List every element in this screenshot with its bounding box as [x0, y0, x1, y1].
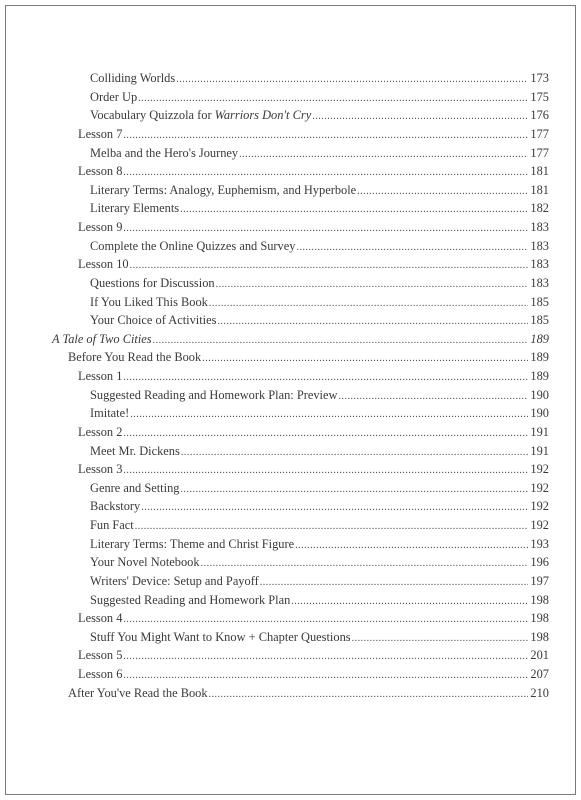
toc-entry [0, 199, 549, 218]
toc-entry-page-number: 173 [530, 71, 549, 85]
toc-entry [0, 572, 549, 591]
toc-entry-title: Lesson 2 [78, 424, 123, 439]
toc-entry [0, 646, 549, 665]
toc-entry [0, 106, 549, 125]
toc-entry-title: Before You Read the Book [68, 350, 202, 365]
toc-entry-page-number: 183 [530, 220, 549, 234]
toc-entry-page-number: 192 [530, 518, 549, 532]
toc-entry-title: Lesson 8 [78, 164, 123, 179]
toc-entry-title: Lesson 10 [78, 257, 129, 272]
toc-entry-title: Lesson 6 [78, 667, 123, 681]
toc-entry [0, 423, 549, 442]
toc-entry [0, 442, 549, 461]
toc-entry-title: Colliding Worlds [90, 71, 176, 85]
toc-entry-page-number: 183 [530, 275, 549, 290]
toc-entry [0, 479, 549, 498]
toc-entry-page-number: 191 [530, 443, 549, 458]
toc-entry [0, 367, 549, 386]
toc-entry-title: Meet Mr. Dickens [90, 443, 180, 458]
toc-entry-page-number: 197 [530, 573, 549, 588]
toc-entry-title: After You've Read the Book [68, 685, 208, 700]
toc-entry [0, 665, 549, 684]
toc-entry-title: Lesson 7 [78, 126, 123, 141]
toc-entry-page-number: 198 [530, 629, 549, 644]
toc-entry-title: Lesson 9 [78, 220, 123, 234]
toc-entry-title: Literary Terms: Analogy, Euphemism, and Hyperbole [90, 182, 357, 197]
toc-entry-page-number: 177 [530, 126, 549, 141]
toc-entry-page-number: 175 [530, 89, 549, 104]
toc-entry-title: Questions for Discussion [90, 275, 215, 290]
toc-entry-title: Suggested Reading and Homework Plan [90, 592, 291, 607]
toc-entry-page-number: 189 [530, 350, 549, 365]
toc-entry-title: Writers' Device: Setup and Payoff [90, 573, 259, 588]
toc-entry [0, 628, 549, 647]
toc-entry-page-number: 201 [530, 648, 549, 663]
toc-entry [0, 237, 549, 256]
toc-entry-page-number: 198 [530, 592, 549, 607]
toc-entry [0, 255, 549, 274]
toc-entry-title: Complete the Online Quizzes and Survey [90, 238, 296, 253]
toc-entry [0, 218, 549, 237]
toc-entry-title: Lesson 1 [78, 369, 123, 383]
toc-entry-title: Lesson 4 [78, 611, 123, 626]
toc-entry-page-number: 182 [530, 201, 549, 216]
toc-entry [0, 553, 549, 572]
toc-entry-page-number: 185 [530, 294, 549, 309]
toc-entry [0, 535, 549, 554]
toc-entry-page-number: 196 [530, 555, 549, 570]
toc-entry [0, 460, 549, 479]
table-of-contents [0, 69, 581, 702]
toc-entry [0, 516, 549, 535]
toc-entry-page-number: 176 [530, 108, 549, 123]
toc-entry-page-number: 183 [530, 238, 549, 253]
toc-entry-page-number: 207 [530, 667, 549, 681]
toc-entry-page-number: 185 [530, 313, 549, 328]
toc-entry-title: Literary Elements [90, 201, 180, 216]
toc-entry-title: Imitate! [90, 406, 130, 421]
toc-entry [0, 404, 549, 423]
toc-entry-page-number: 189 [530, 369, 549, 383]
toc-entry-page-number: 181 [530, 182, 549, 197]
toc-entry-title: Backstory [90, 499, 141, 514]
toc-entry [0, 609, 549, 628]
toc-entry-page-number: 198 [530, 611, 549, 626]
toc-entry [0, 162, 549, 181]
toc-entry-title: Your Choice of Activities [90, 313, 217, 328]
toc-entry-title: Lesson 3 [78, 462, 123, 477]
toc-entry [0, 69, 549, 88]
toc-entry-title: Order Up [90, 89, 138, 104]
toc-entry [0, 293, 549, 312]
toc-entry [0, 348, 549, 367]
toc-entry [0, 591, 549, 610]
toc-entry [0, 311, 549, 330]
toc-entry [0, 181, 549, 200]
toc-entry-page-number: 210 [530, 685, 549, 700]
toc-entry [0, 684, 549, 703]
dot-leader [209, 686, 529, 705]
toc-entry-title: Genre and Setting [90, 480, 180, 495]
toc-entry-title: Suggested Reading and Homework Plan: Preview [90, 387, 338, 402]
toc-entry-page-number: 192 [530, 499, 549, 514]
toc-entry-title: Vocabulary Quizzola for Warriors Don't Cry [90, 108, 312, 123]
toc-entry-title: Melba and the Hero's Journey [90, 145, 239, 160]
toc-entry [0, 497, 549, 516]
toc-entry [0, 88, 549, 107]
toc-entry-page-number: 189 [530, 331, 549, 346]
toc-entry-title: A Tale of Two Cities [52, 331, 152, 346]
toc-entry-page-number: 181 [530, 164, 549, 179]
toc-entry-title: Lesson 5 [78, 648, 123, 663]
toc-entry-page-number: 190 [530, 387, 549, 402]
toc-entry-title: Stuff You Might Want to Know + Chapter Questions [90, 629, 351, 644]
toc-entry [0, 386, 549, 405]
toc-entry [0, 144, 549, 163]
toc-entry-page-number: 177 [530, 145, 549, 160]
toc-entry-page-number: 183 [530, 257, 549, 272]
toc-entry-page-number: 193 [530, 536, 549, 551]
toc-entry-page-number: 190 [530, 406, 549, 421]
toc-entry-title: Fun Fact [90, 518, 134, 532]
toc-entry [0, 125, 549, 144]
toc-entry [0, 330, 549, 349]
toc-entry-title: If You Liked This Book [90, 294, 208, 309]
toc-entry-title: Your Novel Notebook [90, 555, 200, 570]
toc-entry-title: Literary Terms: Theme and Christ Figure [90, 536, 295, 551]
toc-entry [0, 274, 549, 293]
toc-entry-page-number: 191 [530, 424, 549, 439]
toc-entry-page-number: 192 [530, 480, 549, 495]
toc-entry-page-number: 192 [530, 462, 549, 477]
